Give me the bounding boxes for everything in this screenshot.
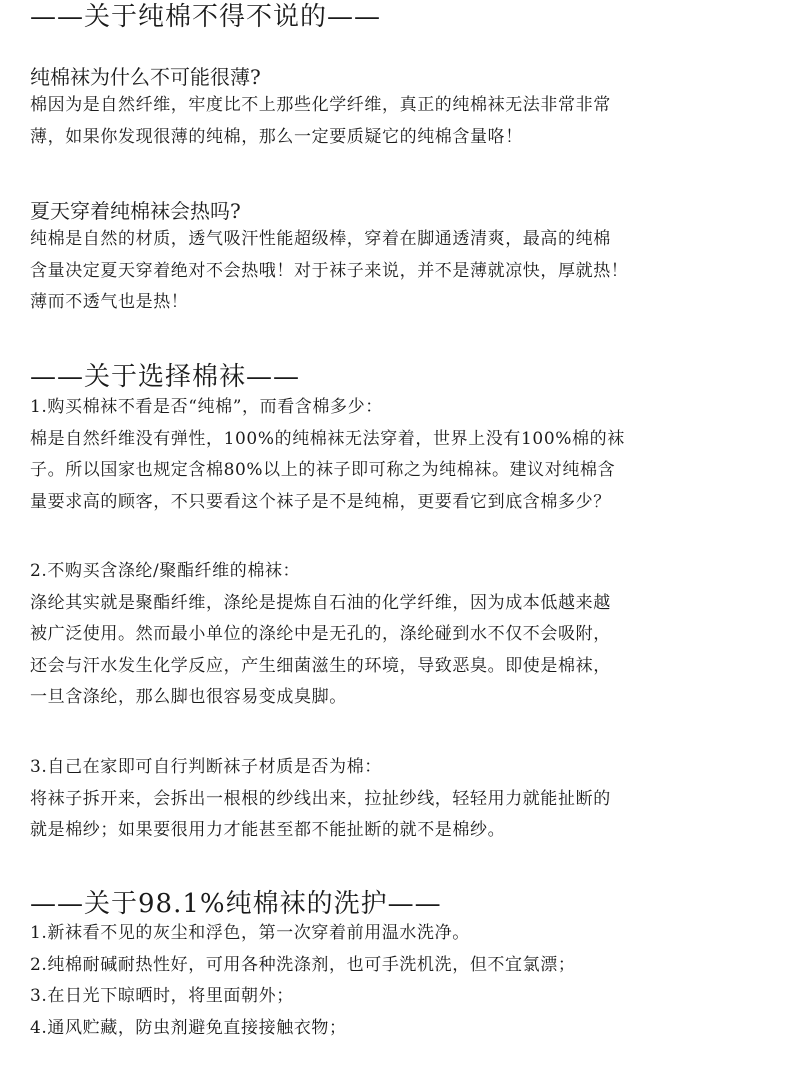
paragraph-line: 棉是自然纤维没有弹性，100%的纯棉袜无法穿着，世界上没有100%棉的袜 — [30, 428, 625, 449]
paragraph-line: 薄，如果你发现很薄的纯棉，那么一定要质疑它的纯棉含量咯！ — [30, 126, 523, 147]
paragraph-line: 薄而不透气也是热！ — [30, 292, 189, 312]
question-title-why-not-thin: 纯棉袜为什么不可能很薄? — [30, 65, 261, 89]
tip-heading: 1.购买棉袜不看是否“纯棉”，而看含棉多少： — [30, 397, 383, 417]
question-title-summer-heat: 夏天穿着纯棉袜会热吗? — [30, 199, 241, 223]
care-item: 4.通风贮藏，防虫剂避免直接接触衣物； — [30, 1017, 347, 1038]
answer-why-not-thin — [30, 90, 770, 153]
care-instructions — [30, 918, 770, 1044]
tip-heading: 3.自己在家即可自行判断袜子材质是否为棉： — [30, 757, 382, 777]
paragraph-line: 量要求高的顾客，不只要看这个袜子是不是纯棉，更要看它到底含棉多少？ — [30, 491, 611, 512]
paragraph-line: 子。所以国家也规定含棉80%以上的袜子即可称之为纯棉袜。建议对纯棉含 — [30, 460, 616, 480]
paragraph-line: 纯棉是自然的材质，透气吸汗性能超级棒，穿着在脚通透清爽，最高的纯棉 — [30, 229, 611, 249]
tip-heading: 2.不购买含涤纶/聚酯纤维的棉袜： — [30, 561, 301, 581]
section-title-choosing: ——关于选择棉袜—— — [30, 362, 301, 392]
care-item: 1.新袜看不见的灰尘和浮色，第一次穿着前用温水洗净。 — [30, 923, 470, 943]
paragraph-line: 被广泛使用。然而最小单位的涤纶中是无孔的，涤纶碰到水不仅不会吸附， — [30, 624, 611, 644]
paragraph-line: 就是棉纱；如果要很用力才能甚至都不能扯断的就不是棉纱。 — [30, 820, 506, 840]
paragraph-line: 还会与汗水发生化学反应，产生细菌滋生的环境，导致恶臭。即使是棉袜， — [30, 655, 611, 676]
care-item: 2.纯棉耐碱耐热性好，可用各种洗涤剂，也可手洗机洗，但不宜氯漂； — [30, 954, 576, 975]
tip-cotton-content — [30, 392, 770, 518]
paragraph-line: 涤纶其实就是聚酯纤维，涤纶是提炼自石油的化学纤维，因为成本低越来越 — [30, 592, 611, 613]
answer-summer-heat — [30, 224, 770, 319]
paragraph-line: 一旦含涤纶，那么脚也很容易变成臭脚。 — [30, 687, 347, 707]
care-item: 3.在日光下晾晒时，将里面朝外； — [30, 986, 294, 1006]
paragraph-line: 含量决定夏天穿着绝对不会热哦！对于袜子来说，并不是薄就凉快，厚就热！ — [30, 260, 629, 281]
paragraph-line: 棉因为是自然纤维，牢度比不上那些化学纤维，真正的纯棉袜无法非常非常 — [30, 95, 611, 115]
tip-avoid-polyester — [30, 556, 770, 714]
section-title-care: ——关于98.1%纯棉袜的洗护—— — [30, 889, 442, 919]
section-title-cotton-facts: ——关于纯棉不得不说的—— — [30, 2, 382, 32]
paragraph-line: 将袜子拆开来，会拆出一根根的纱线出来，拉扯纱线，轻轻用力就能扯断的 — [30, 788, 611, 809]
tip-home-test — [30, 752, 770, 847]
